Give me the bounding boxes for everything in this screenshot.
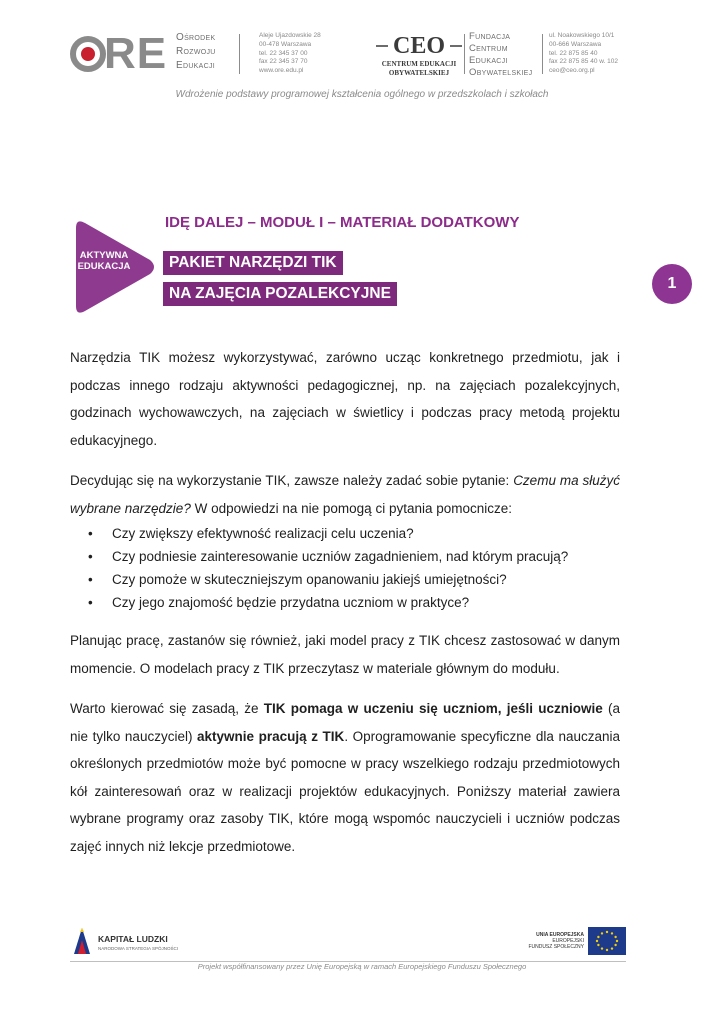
ore-logo xyxy=(68,30,168,78)
list-item-text: Czy zwiększy efektywność realizacji celu uczenia? xyxy=(112,526,414,541)
address-line: tel. 22 875 85 40 xyxy=(549,49,598,57)
paragraph-model: Planując pracę, zastanów się również, jaki model pracy z TIK chcesz zastosować w danym momencie. O modelach pracy z TIK przeczytasz w materiale głównym do modułu. xyxy=(70,633,620,676)
badge-text-line: AKTYWNA xyxy=(79,250,129,261)
address-line: ul. Noakowskiego 10/1 xyxy=(549,32,615,39)
bullet-icon: • xyxy=(88,572,93,587)
text-span: (a nie tylko nauczyciel) xyxy=(70,701,620,744)
module-heading: IDĘ DALEJ – MODUŁ I – MATERIAŁ DODATKOWY xyxy=(165,214,520,231)
address-line: 00-478 Warszawa xyxy=(259,40,312,48)
badge-text xyxy=(72,250,136,272)
list-item xyxy=(88,568,620,591)
kapital-ludzki-title: KAPITAŁ LUDZKI xyxy=(98,934,168,944)
ceo-logo-subtitle-line: CENTRUM EDUKACJI xyxy=(381,60,457,68)
ceo-logo-subtitle xyxy=(376,60,462,77)
text-span: W odpowiedzi na nie pomogą ci pytania pomocnicze: xyxy=(190,500,513,516)
ore-name xyxy=(176,31,216,73)
list-item xyxy=(88,522,620,545)
title-banner-line-1: PAKIET NARZĘDZI TIK xyxy=(163,251,343,275)
italic-question: Czemu ma służyć wybrane narzędzie? xyxy=(70,473,621,516)
bold-text: aktywnie pracują z TIK xyxy=(197,728,345,744)
ceo-logo xyxy=(376,32,462,84)
text-span: Warto kierować się zasadą, że xyxy=(70,701,264,716)
ceo-name-line: Centrum xyxy=(469,43,508,54)
eu-text-line: FUNDUSZ SPOŁECZNY xyxy=(528,944,584,951)
ore-name-line: Rozwoju xyxy=(176,46,216,57)
footer-funding-note: Projekt współfinansowany przez Unię Europejską w ramach Europejskiego Funduszu Społecznego xyxy=(197,962,527,971)
ceo-name xyxy=(469,31,532,79)
address-line: ceo@ceo.org.pl xyxy=(549,67,595,75)
paragraph-principle xyxy=(70,695,620,860)
ore-name-line: Ośrodek xyxy=(176,32,216,43)
ore-logo-text: RE xyxy=(104,29,168,78)
bullet-icon: • xyxy=(88,549,93,564)
eu-flag-icon xyxy=(588,927,626,955)
title-banner-line-2: NA ZAJĘCIA POZALEKCYJNE xyxy=(163,282,397,306)
list-item xyxy=(88,591,620,614)
paragraph-question xyxy=(70,467,620,522)
ceo-address xyxy=(549,32,618,76)
ceo-logo-text: CEO xyxy=(392,33,445,59)
body-text xyxy=(70,344,620,873)
page-number-badge: 1 xyxy=(652,264,692,304)
ore-name-line: Edukacji xyxy=(176,60,216,71)
address-line: fax 22 345 37 70 xyxy=(259,58,308,66)
list-item xyxy=(88,545,620,568)
ceo-logo-subtitle-line: OBYWATELSKIEJ xyxy=(388,68,450,77)
address-line: 00-666 Warszawa xyxy=(549,40,602,48)
question-list xyxy=(70,522,620,614)
eu-text-line: UNIA EUROPEJSKA xyxy=(536,932,584,938)
badge-text-line: EDUKACJA xyxy=(77,261,131,272)
ceo-name-line: Fundacja xyxy=(469,31,511,42)
bullet-icon: • xyxy=(88,526,93,541)
ore-address xyxy=(259,32,321,76)
header-divider xyxy=(239,34,240,74)
text-span: Decydując się na wykorzystanie TIK, zawsze należy zadać sobie pytanie: xyxy=(70,473,514,488)
list-item-text: Czy pomoże w skuteczniejszym opanowaniu jakiejś umiejętności? xyxy=(112,572,507,587)
ceo-name-line: Obywatelskiej xyxy=(469,67,533,78)
eu-text xyxy=(528,932,584,951)
header-divider xyxy=(464,34,465,74)
list-item-text: Czy jego znajomość będzie przydatna uczniom w praktyce? xyxy=(112,595,470,610)
list-item-text: Czy podniesie zainteresowanie uczniów zagadnieniem, nad którym pracują? xyxy=(112,549,569,564)
address-line: tel. 22 345 37 00 xyxy=(259,49,308,57)
header-divider xyxy=(542,34,543,74)
bold-text: TIK pomaga w uczeniu się uczniom, jeśli uczniowie xyxy=(263,701,603,716)
address-line: fax 22 875 85 40 w. 102 xyxy=(549,58,619,66)
header-tagline: Wdrożenie podstawy programowej kształcenia ogólnego w przedszkolach i szkołach xyxy=(175,89,549,100)
kapital-ludzki-icon xyxy=(70,926,94,956)
address-line: Aleje Ujazdowskie 28 xyxy=(259,32,321,39)
ceo-name-line: Edukacji xyxy=(469,55,508,66)
address-line: www.ore.edu.pl xyxy=(259,67,304,75)
paragraph-intro: Narzędzia TIK możesz wykorzystywać, zarówno ucząc konkretnego przedmiotu, jak i podczas innego rodzaju aktywności pedagogicznej, np. na zajęciach pozalekcyjnych, godzinach wychowawczych, na zajęciach w świetlicy i podczas pracy metodą projektu edukacyjnego. xyxy=(70,350,620,448)
ore-o-icon xyxy=(68,30,108,78)
aktywna-edukacja-badge xyxy=(68,218,156,316)
kapital-ludzki-subtitle: NARODOWA STRATEGIA SPÓJNOŚCI xyxy=(98,946,179,951)
bullet-icon: • xyxy=(88,595,93,610)
text-span: . Oprogramowanie specyficzne dla nauczania określonych przedmiotów może być pomocne w pracy wszelkiego rodzaju przedmiotowych kół zainteresowań oraz w realizacji projektów edukacyjnych. Poniższy materiał zawiera wybrane programy oraz zasoby TIK, które mogą wspomóc nauczycieli i uczniów podczas zajęć innych niż lekcje przedmiotowe. xyxy=(70,728,621,854)
eu-text-line: EUROPEJSKI xyxy=(552,938,584,945)
